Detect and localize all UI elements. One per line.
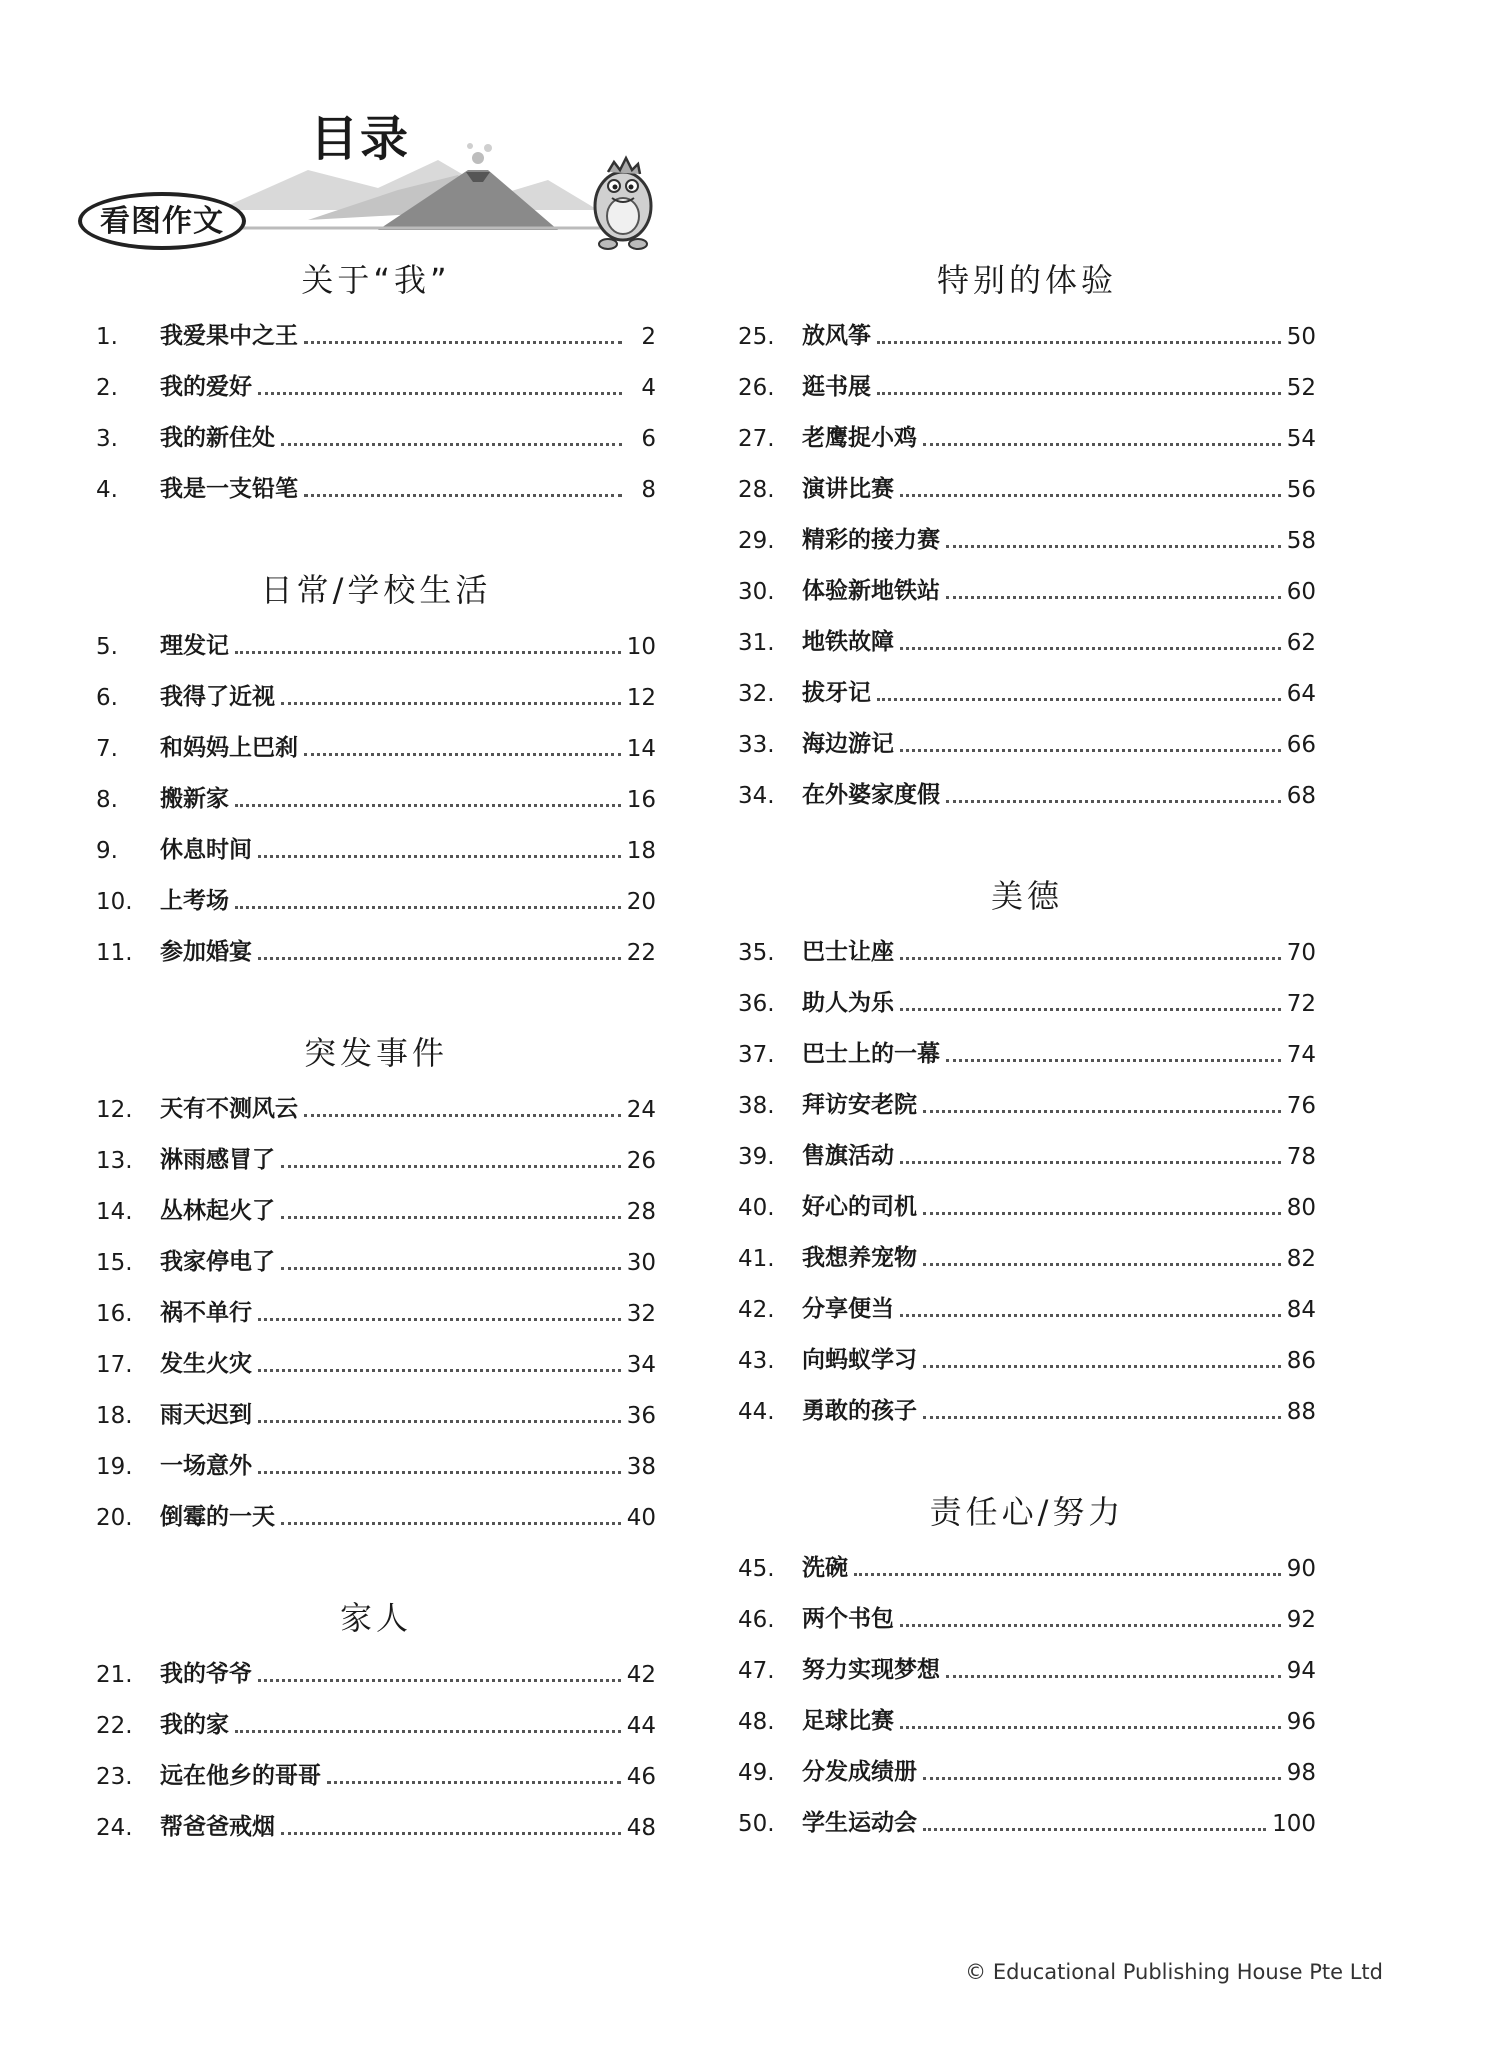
entry-number: 21.: [96, 1662, 133, 1688]
entry-number: 22.: [96, 1713, 133, 1739]
entry-title: 参加婚宴: [160, 939, 252, 965]
dot-leader: [877, 391, 1281, 395]
entry-title: 我的爷爷: [160, 1661, 252, 1687]
toc-entry[interactable]: [96, 874, 656, 925]
entry-number: 27.: [738, 426, 775, 452]
dot-leader: [923, 1262, 1281, 1266]
page-title: 目录: [310, 111, 411, 167]
toc-entry[interactable]: [96, 360, 656, 411]
entry-page-number: 82: [1286, 1246, 1316, 1272]
entry-title: 努力实现梦想: [802, 1657, 940, 1683]
dot-leader: [946, 544, 1281, 548]
entry-number: 41.: [738, 1246, 775, 1272]
entry-number: 38.: [738, 1093, 775, 1119]
toc-entry[interactable]: [96, 619, 656, 670]
toc-entry[interactable]: [96, 1698, 656, 1749]
entry-page-number: 12: [626, 685, 656, 711]
entry-page-number: 98: [1286, 1760, 1316, 1786]
toc-entry[interactable]: [738, 411, 1316, 462]
entry-page-number: 72: [1286, 991, 1316, 1017]
entry-number: 37.: [738, 1042, 775, 1068]
dot-leader: [281, 1164, 621, 1168]
entry-number: 48.: [738, 1709, 775, 1735]
toc-entry[interactable]: [96, 721, 656, 772]
entry-page-number: 60: [1286, 579, 1316, 605]
toc-entry[interactable]: [738, 360, 1316, 411]
entry-number: 35.: [738, 940, 775, 966]
entry-page-number: 28: [626, 1199, 656, 1225]
entry-number: 16.: [96, 1301, 133, 1327]
section-gap: [738, 1435, 1316, 1487]
entry-page-number: 50: [1286, 324, 1316, 350]
dot-leader: [281, 442, 622, 446]
entry-page-number: 48: [626, 1815, 656, 1841]
entry-number: 46.: [738, 1607, 775, 1633]
dot-leader: [900, 646, 1281, 650]
toc-entry[interactable]: [738, 1129, 1316, 1180]
entry-page-number: 68: [1286, 783, 1316, 809]
toc-entry[interactable]: [96, 1184, 656, 1235]
dot-leader: [258, 1419, 621, 1423]
entry-number: 7.: [96, 736, 118, 762]
entry-title: 我想养宠物: [802, 1245, 917, 1271]
entry-number: 8.: [96, 787, 118, 813]
entry-number: 30.: [738, 579, 775, 605]
dot-leader: [900, 493, 1281, 497]
entry-number: 20.: [96, 1505, 133, 1531]
entry-number: 14.: [96, 1199, 133, 1225]
toc-entry[interactable]: [96, 1490, 656, 1541]
entry-title: 我的新住处: [160, 425, 275, 451]
entry-number: 45.: [738, 1556, 775, 1582]
entry-number: 40.: [738, 1195, 775, 1221]
entry-number: 15.: [96, 1250, 133, 1276]
entry-number: 11.: [96, 940, 133, 966]
entry-page-number: 64: [1286, 681, 1316, 707]
toc-section: [738, 255, 1316, 819]
entry-page-number: 74: [1286, 1042, 1316, 1068]
entry-number: 18.: [96, 1403, 133, 1429]
toc-entry[interactable]: [96, 772, 656, 823]
entry-title: 分发成绩册: [802, 1759, 917, 1785]
entry-title: 远在他乡的哥哥: [160, 1763, 321, 1789]
entry-page-number: 30: [626, 1250, 656, 1276]
toc-section: [96, 255, 656, 513]
entry-number: 24.: [96, 1815, 133, 1841]
toc-entry[interactable]: [96, 1439, 656, 1490]
dot-leader: [923, 1211, 1281, 1215]
entry-page-number: 14: [626, 736, 656, 762]
dot-leader: [900, 1725, 1281, 1729]
toc-entry[interactable]: [738, 1027, 1316, 1078]
entry-page-number: 44: [626, 1713, 656, 1739]
toc-entry[interactable]: [96, 309, 656, 360]
entry-title: 我爱果中之王: [160, 323, 298, 349]
entry-number: 36.: [738, 991, 775, 1017]
dot-leader: [923, 1364, 1281, 1368]
entry-page-number: 92: [1286, 1607, 1316, 1633]
toc-section: [738, 871, 1316, 1435]
entry-page-number: 4: [641, 375, 656, 401]
entry-title: 丛林起火了: [160, 1198, 275, 1224]
dot-leader: [854, 1572, 1281, 1576]
toc-entry[interactable]: [738, 925, 1316, 976]
entry-title: 我得了近视: [160, 684, 275, 710]
entry-page-number: 32: [626, 1301, 656, 1327]
entry-page-number: 40: [626, 1505, 656, 1531]
entry-page-number: 90: [1286, 1556, 1316, 1582]
toc-entry[interactable]: [738, 1796, 1316, 1847]
dot-leader: [923, 1415, 1281, 1419]
toc-entry[interactable]: [96, 1286, 656, 1337]
entry-number: 23.: [96, 1764, 133, 1790]
toc-entry[interactable]: [738, 1592, 1316, 1643]
dot-leader: [304, 493, 622, 497]
section-title: 特别的体验: [936, 261, 1117, 299]
entry-title: 祸不单行: [160, 1300, 252, 1326]
toc-entry[interactable]: [96, 1337, 656, 1388]
entry-page-number: 84: [1286, 1297, 1316, 1323]
dot-leader: [304, 1113, 621, 1117]
entry-number: 29.: [738, 528, 775, 554]
entry-number: 12.: [96, 1097, 133, 1123]
toc-entry[interactable]: [96, 1235, 656, 1286]
dot-leader: [281, 1831, 621, 1835]
entry-number: 42.: [738, 1297, 775, 1323]
toc-entry[interactable]: [738, 1231, 1316, 1282]
entry-number: 4.: [96, 477, 118, 503]
entry-page-number: 52: [1286, 375, 1316, 401]
dot-leader: [235, 905, 621, 909]
entry-title: 洗碗: [802, 1555, 848, 1581]
entry-title: 学生运动会: [802, 1810, 917, 1836]
toc-entry[interactable]: [96, 411, 656, 462]
toc-entry[interactable]: [96, 1800, 656, 1851]
entry-title: 天有不测风云: [160, 1096, 298, 1122]
toc-right-column: [738, 255, 1316, 1847]
toc-entry[interactable]: [96, 462, 656, 513]
section-gap: [738, 819, 1316, 871]
dot-leader: [304, 752, 621, 756]
section-title: 日常/学校生活: [260, 571, 492, 609]
entry-title: 拔牙记: [802, 680, 871, 706]
dot-leader: [304, 340, 622, 344]
toc-entry[interactable]: [738, 1541, 1316, 1592]
entry-page-number: 88: [1286, 1399, 1316, 1425]
entry-title: 巴士上的一幕: [802, 1041, 940, 1067]
dot-leader: [900, 1623, 1281, 1627]
dot-leader: [258, 854, 621, 858]
section-gap: [96, 976, 656, 1028]
entry-title: 助人为乐: [802, 990, 894, 1016]
dot-leader: [946, 799, 1281, 803]
entry-number: 44.: [738, 1399, 775, 1425]
entry-page-number: 18: [626, 838, 656, 864]
entry-title: 巴士让座: [802, 939, 894, 965]
dot-leader: [258, 1470, 621, 1474]
dot-leader: [281, 701, 621, 705]
entry-number: 5.: [96, 634, 118, 660]
entry-page-number: 58: [1286, 528, 1316, 554]
toc-entry[interactable]: [738, 462, 1316, 513]
entry-number: 25.: [738, 324, 775, 350]
entry-page-number: 36: [626, 1403, 656, 1429]
entry-number: 13.: [96, 1148, 133, 1174]
entry-title: 搬新家: [160, 786, 229, 812]
section-gap: [96, 513, 656, 565]
entry-number: 32.: [738, 681, 775, 707]
entry-title: 老鹰捉小鸡: [802, 425, 917, 451]
entry-page-number: 46: [626, 1764, 656, 1790]
entry-page-number: 2: [641, 324, 656, 350]
entry-number: 49.: [738, 1760, 775, 1786]
toc-entry[interactable]: [738, 717, 1316, 768]
dot-leader: [281, 1266, 621, 1270]
toc-entry[interactable]: [738, 1643, 1316, 1694]
entry-title: 精彩的接力赛: [802, 527, 940, 553]
dot-leader: [327, 1780, 621, 1784]
entry-title: 休息时间: [160, 837, 252, 863]
entry-number: 26.: [738, 375, 775, 401]
entry-number: 34.: [738, 783, 775, 809]
entry-title: 地铁故障: [802, 629, 894, 655]
entry-page-number: 66: [1286, 732, 1316, 758]
dot-leader: [258, 1317, 621, 1321]
entry-number: 31.: [738, 630, 775, 656]
entry-title: 拜访安老院: [802, 1092, 917, 1118]
entry-title: 我的爱好: [160, 374, 252, 400]
dot-leader: [877, 340, 1281, 344]
entry-title: 逛书展: [802, 374, 871, 400]
dot-leader: [946, 1058, 1281, 1062]
dot-leader: [923, 1776, 1281, 1780]
dot-leader: [258, 1678, 621, 1682]
toc-section: [96, 1028, 656, 1541]
entry-title: 体验新地铁站: [802, 578, 940, 604]
entry-number: 10.: [96, 889, 133, 915]
entry-title: 倒霉的一天: [160, 1504, 275, 1530]
entry-page-number: 26: [626, 1148, 656, 1174]
toc-entry[interactable]: [96, 1388, 656, 1439]
entry-page-number: 62: [1286, 630, 1316, 656]
dot-leader: [281, 1215, 621, 1219]
dot-leader: [235, 803, 621, 807]
toc-entry[interactable]: [96, 823, 656, 874]
section-title: 美德: [990, 877, 1063, 915]
section-title: 突发事件: [303, 1034, 448, 1072]
entry-number: 33.: [738, 732, 775, 758]
entry-page-number: 34: [626, 1352, 656, 1378]
toc-entry[interactable]: [738, 615, 1316, 666]
entry-number: 28.: [738, 477, 775, 503]
entry-number: 3.: [96, 426, 118, 452]
entry-title: 海边游记: [802, 731, 894, 757]
entry-page-number: 24: [626, 1097, 656, 1123]
dot-leader: [877, 697, 1281, 701]
toc-entry[interactable]: [96, 1749, 656, 1800]
toc-entry[interactable]: [738, 309, 1316, 360]
toc-section: [96, 565, 656, 976]
section-title: 关于“我”: [301, 261, 451, 299]
entry-page-number: 6: [641, 426, 656, 452]
entry-number: 2.: [96, 375, 118, 401]
dot-leader: [946, 595, 1281, 599]
dot-leader: [281, 1521, 621, 1525]
dot-leader: [923, 442, 1281, 446]
dot-leader: [258, 391, 622, 395]
entry-title: 两个书包: [802, 1606, 894, 1632]
entry-title: 一场意外: [160, 1453, 252, 1479]
entry-title: 上考场: [160, 888, 229, 914]
entry-title: 我家停电了: [160, 1249, 275, 1275]
entry-title: 足球比赛: [802, 1708, 894, 1734]
entry-number: 50.: [738, 1811, 775, 1837]
dot-leader: [258, 1368, 621, 1372]
entry-page-number: 78: [1286, 1144, 1316, 1170]
entry-number: 6.: [96, 685, 118, 711]
entry-title: 我的家: [160, 1712, 229, 1738]
toc-entry[interactable]: [738, 976, 1316, 1027]
dinosaur-mascot-icon: [578, 144, 668, 254]
section-gap: [96, 1541, 656, 1593]
toc-entry[interactable]: [738, 1384, 1316, 1435]
toc-entry[interactable]: [738, 1333, 1316, 1384]
entry-title: 帮爸爸戒烟: [160, 1814, 275, 1840]
entry-title: 向蚂蚁学习: [802, 1347, 917, 1373]
entry-number: 9.: [96, 838, 118, 864]
dot-leader: [900, 956, 1281, 960]
dot-leader: [900, 748, 1281, 752]
entry-page-number: 54: [1286, 426, 1316, 452]
entry-page-number: 20: [626, 889, 656, 915]
entry-page-number: 10: [626, 634, 656, 660]
entry-page-number: 76: [1286, 1093, 1316, 1119]
toc-entry[interactable]: [738, 513, 1316, 564]
toc-entry[interactable]: [738, 1282, 1316, 1333]
entry-number: 47.: [738, 1658, 775, 1684]
entry-title: 雨天迟到: [160, 1402, 252, 1428]
toc-entry[interactable]: [738, 666, 1316, 717]
dot-leader: [235, 1729, 621, 1733]
toc-entry[interactable]: [738, 564, 1316, 615]
toc-entry[interactable]: [96, 1133, 656, 1184]
entry-page-number: 100: [1272, 1811, 1316, 1837]
entry-title: 放风筝: [802, 323, 871, 349]
entry-page-number: 86: [1286, 1348, 1316, 1374]
entry-title: 在外婆家度假: [802, 782, 940, 808]
toc-entry[interactable]: [96, 925, 656, 976]
section-title: 责任心/努力: [929, 1493, 1125, 1531]
section-title: 家人: [339, 1599, 412, 1637]
entry-page-number: 96: [1286, 1709, 1316, 1735]
entry-page-number: 56: [1286, 477, 1316, 503]
entry-page-number: 38: [626, 1454, 656, 1480]
toc-entry[interactable]: [738, 1745, 1316, 1796]
dot-leader: [258, 956, 621, 960]
entry-page-number: 22: [626, 940, 656, 966]
header-banner: [78, 100, 678, 260]
dot-leader: [923, 1109, 1281, 1113]
toc-entry[interactable]: [738, 768, 1316, 819]
toc-entry[interactable]: [96, 670, 656, 721]
section-badge-label: 看图作文: [100, 204, 224, 239]
toc-entry[interactable]: [738, 1694, 1316, 1745]
dot-leader: [900, 1313, 1281, 1317]
toc-left-column: [96, 255, 656, 1851]
toc-section: [738, 1487, 1316, 1847]
entry-title: 好心的司机: [802, 1194, 917, 1220]
toc-entry[interactable]: [96, 1647, 656, 1698]
dot-leader: [235, 650, 621, 654]
dot-leader: [923, 1827, 1266, 1831]
dot-leader: [900, 1007, 1281, 1011]
entry-title: 淋雨感冒了: [160, 1147, 275, 1173]
entry-title: 分享便当: [802, 1296, 894, 1322]
toc-entry[interactable]: [96, 1082, 656, 1133]
entry-title: 售旗活动: [802, 1143, 894, 1169]
toc-section: [96, 1593, 656, 1851]
entry-title: 演讲比赛: [802, 476, 894, 502]
entry-page-number: 42: [626, 1662, 656, 1688]
dot-leader: [946, 1674, 1281, 1678]
entry-page-number: 70: [1286, 940, 1316, 966]
entry-title: 和妈妈上巴刹: [160, 735, 298, 761]
entry-number: 39.: [738, 1144, 775, 1170]
entry-page-number: 16: [626, 787, 656, 813]
entry-title: 理发记: [160, 633, 229, 659]
entry-page-number: 94: [1286, 1658, 1316, 1684]
entry-page-number: 80: [1286, 1195, 1316, 1221]
entry-number: 1.: [96, 324, 118, 350]
toc-entry[interactable]: [738, 1180, 1316, 1231]
entry-number: 43.: [738, 1348, 775, 1374]
entry-page-number: 8: [641, 477, 656, 503]
entry-title: 勇敢的孩子: [802, 1398, 917, 1424]
toc-entry[interactable]: [738, 1078, 1316, 1129]
dot-leader: [900, 1160, 1281, 1164]
entry-title: 我是一支铅笔: [160, 476, 298, 502]
entry-title: 发生火灾: [160, 1351, 252, 1377]
copyright-notice: © Educational Publishing House Pte Ltd: [965, 1960, 1383, 1984]
entry-number: 17.: [96, 1352, 133, 1378]
entry-number: 19.: [96, 1454, 133, 1480]
